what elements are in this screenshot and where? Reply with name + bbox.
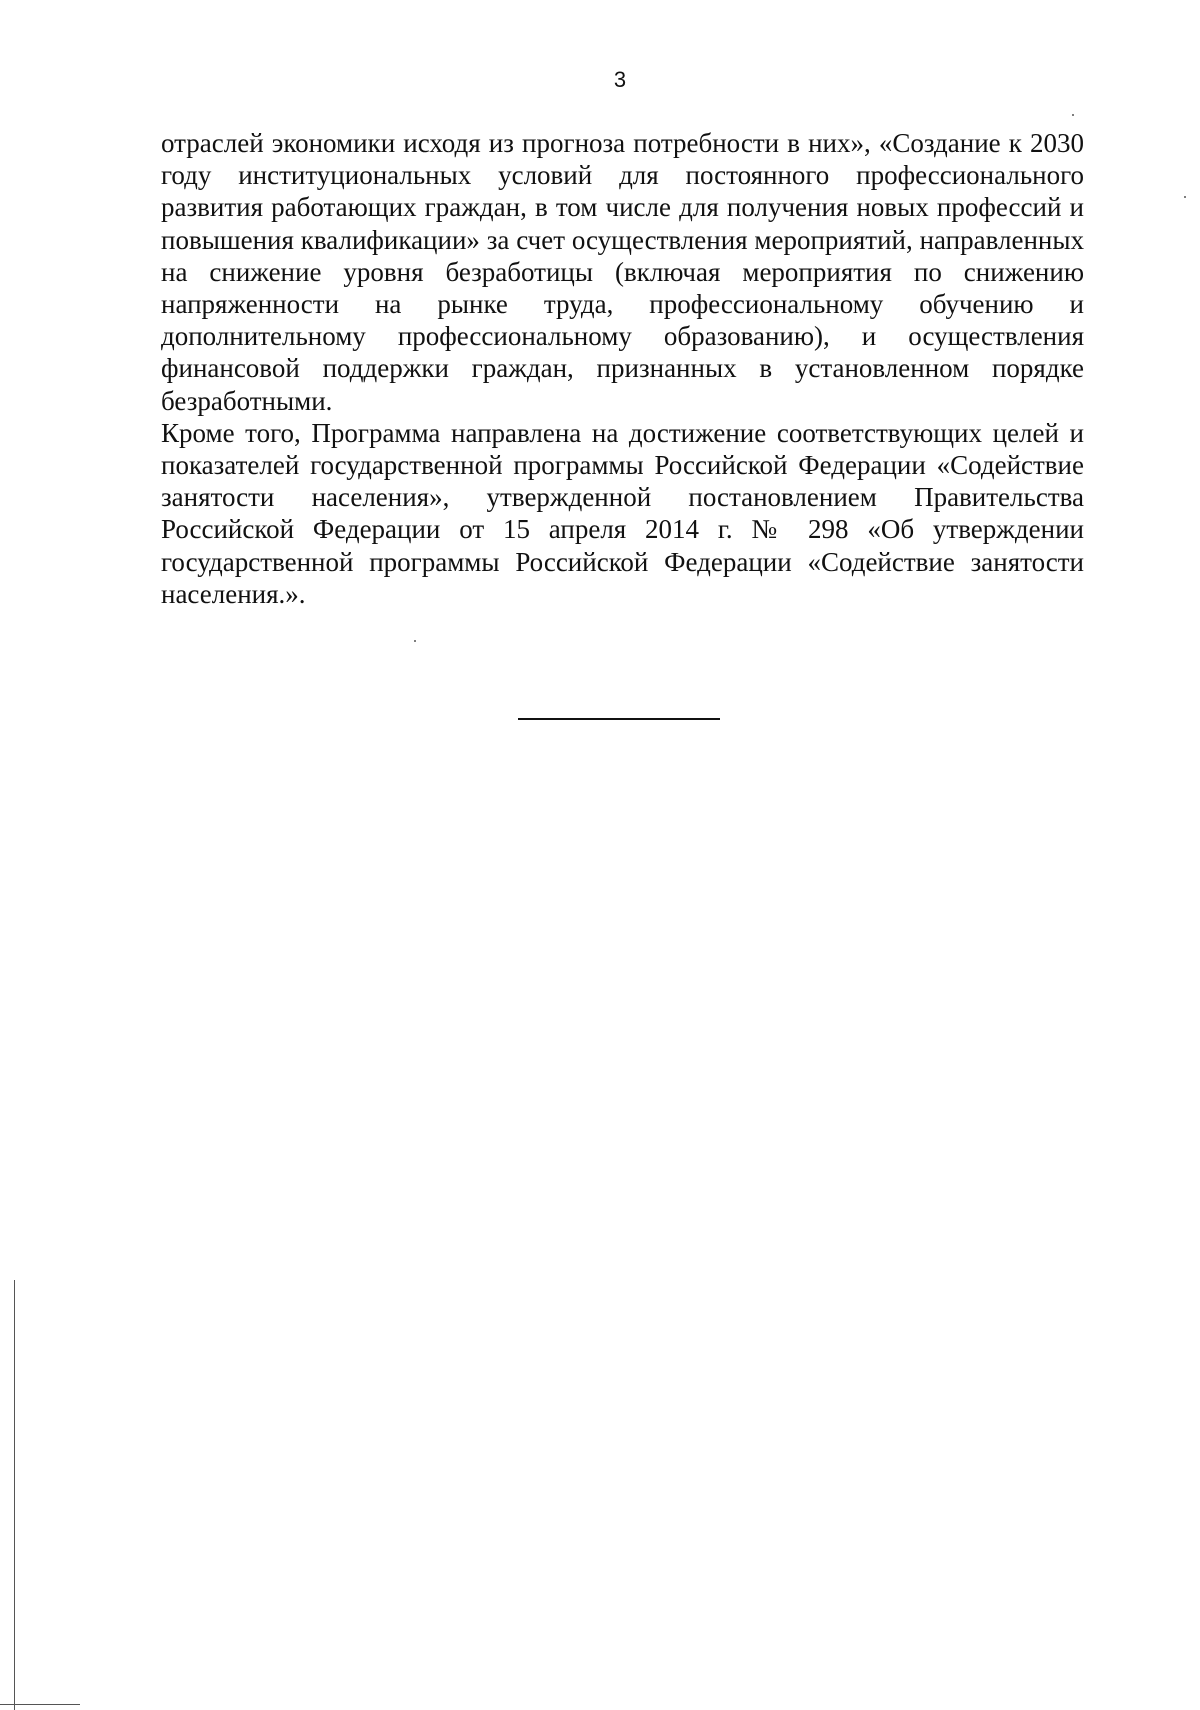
scan-edge-left xyxy=(14,1280,15,1710)
scan-speck xyxy=(1184,196,1186,198)
paragraph-program-alignment: Кроме того, Программа направлена на достижение соответствующих целей и показателей государственной программы Российской Федерации «Содействие занятости населения», утвержденной постановлением Правительства Российской Федерации от 15 апреля 2014 г. № 298 «Об утверждении государственной программы Российской Федерации «Содействие занятости населения.». xyxy=(161,417,1084,609)
closing-rule xyxy=(518,718,720,720)
scan-speck xyxy=(1072,114,1074,116)
document-body xyxy=(161,127,1084,610)
scan-speck xyxy=(414,640,416,642)
paragraph-goals-continuation: отраслей экономики исходя из прогноза потребности в них», «Создание к 2030 году институциональных условий для постоянного профессионального развития работающих граждан, в том числе для получения новых профессий и повышения квалификации» за счет осуществления мероприятий, направленных на снижение уровня безработицы (включая мероприятия по снижению напряженности на рынке труда, профессиональному обучению и дополнительному профессиональному образованию), и осуществления финансовой поддержки граждан, признанных в установленном порядке безработными. xyxy=(161,128,1084,416)
scan-edge-bottom xyxy=(0,1704,80,1705)
page-number: 3 xyxy=(613,67,627,92)
